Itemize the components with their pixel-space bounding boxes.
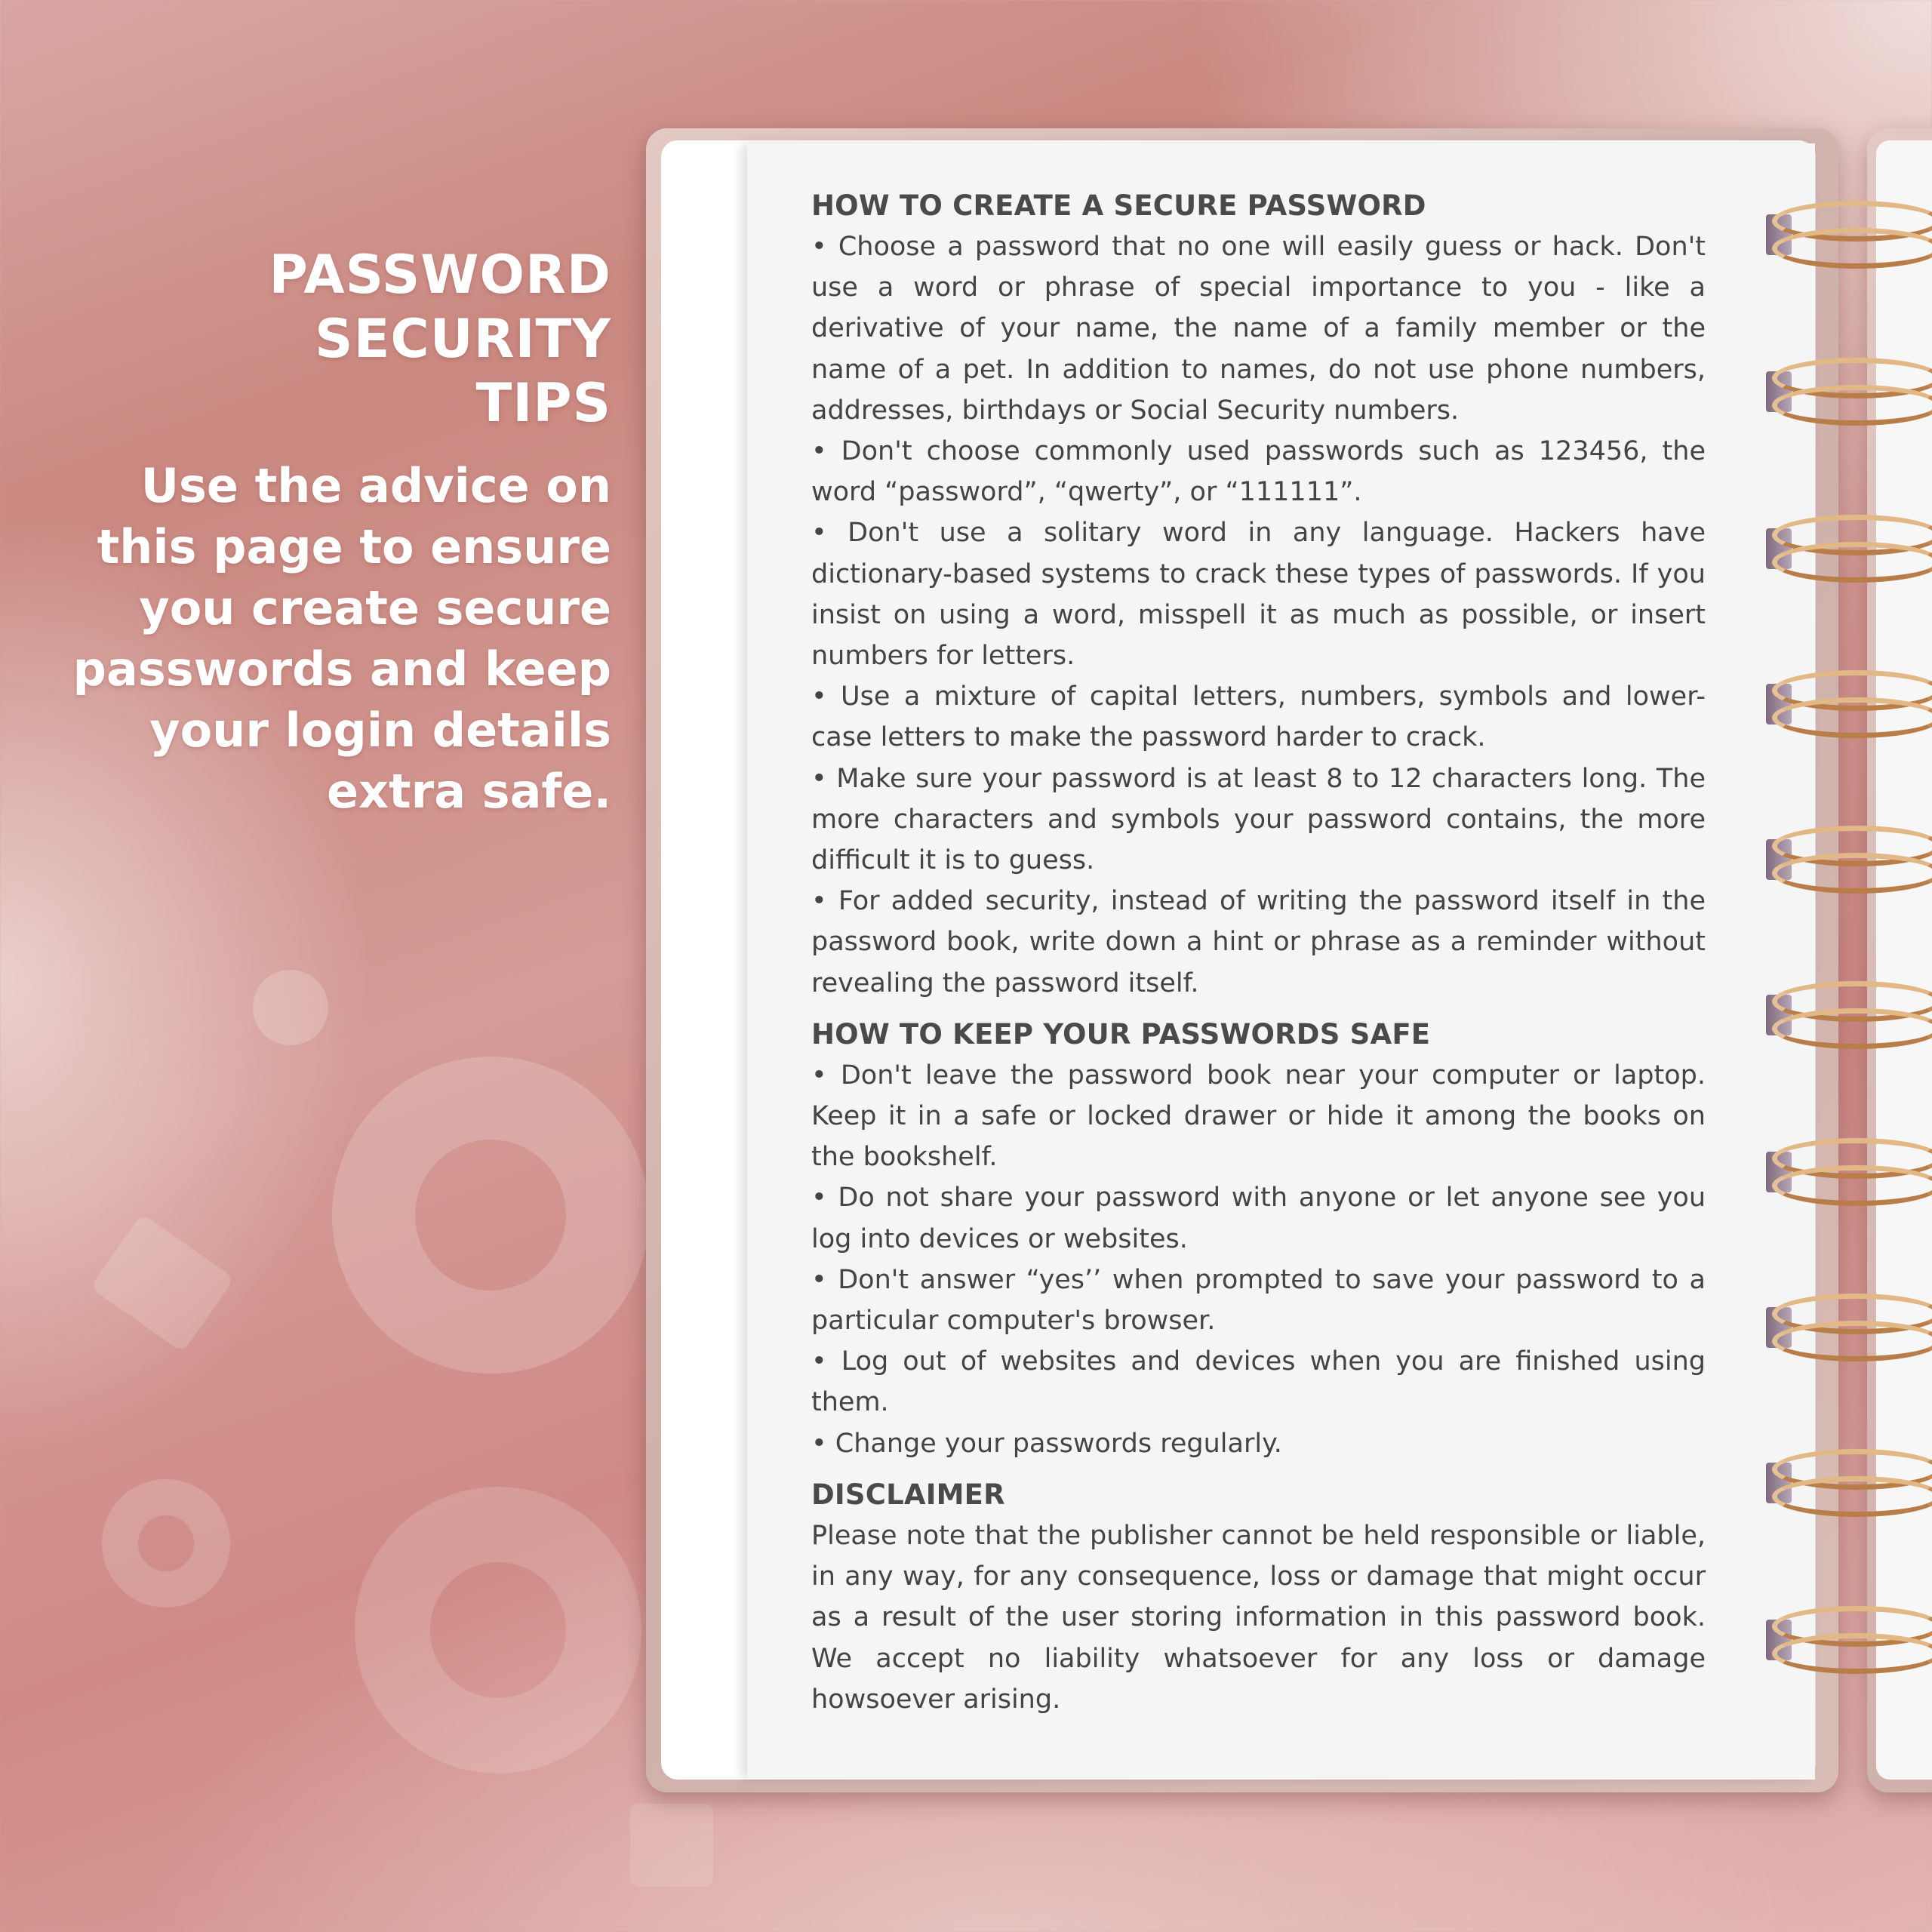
section-heading: HOW TO CREATE A SECURE PASSWORD: [811, 189, 1426, 222]
lock-icon: [90, 1214, 235, 1352]
headline-subtitle-line: passwords and keep: [72, 641, 611, 697]
ring-loop: [1772, 1476, 1932, 1517]
headline-subtitle-line: you create secure: [139, 580, 611, 635]
spiral-ring: [1766, 667, 1932, 740]
spiral-ring: [1766, 1603, 1932, 1675]
tip-item: • Don't answer “yes’’ when prompted to save your password to a particular computer's browser.: [811, 1264, 1706, 1337]
ring-loop: [1772, 697, 1932, 738]
ring-loop: [1772, 228, 1932, 269]
spiral-ring: [1766, 978, 1932, 1051]
headline-subtitle-line: your login details: [149, 703, 611, 758]
section-disclaimer: [811, 1475, 1706, 1720]
user-icon: [253, 970, 328, 1045]
spiral-ring: [1766, 1446, 1932, 1518]
ring-loop: [1772, 1008, 1932, 1049]
tip-item: • Do not share your password with anyone or let anyone see you log into devices or websites.: [811, 1183, 1706, 1254]
tip-item: • Don't leave the password book near your computer or laptop. Keep it in a safe or locked drawer or hide it among the books on the bookshelf.: [811, 1060, 1706, 1173]
section-create-password: [811, 186, 1706, 1004]
headline-title-line: SECURITY: [315, 308, 611, 370]
section-heading: HOW TO KEEP YOUR PASSWORDS SAFE: [811, 1017, 1431, 1051]
gear-icon: [102, 1479, 230, 1607]
tip-item: • Use a mixture of capital letters, numbers, symbols and lower-case letters to make the password harder to crack.: [811, 681, 1706, 753]
headline-subtitle-line: extra safe.: [327, 764, 611, 819]
headline-title: [30, 243, 611, 435]
ring-loop: [1772, 1321, 1932, 1361]
tip-item: • Don't use a solitary word in any language. Hackers have dictionary-based systems to crack these types of passwords. If you insist on using a word, misspell it as much as possible, or insert numbers for letters.: [811, 518, 1706, 672]
headline-title-line: PASSWORD: [269, 244, 611, 306]
ring-loop: [1772, 542, 1932, 583]
lock-icon: [630, 1804, 713, 1887]
tip-item: • Don't choose commonly used passwords such as 123456, the word “password”, “qwerty”, or “111111”.: [811, 436, 1706, 508]
tip-item: • Choose a password that no one will easily guess or hack. Don't use a word or phrase of special importance to you - like a derivative of your name, the name of a family member or the name of a pet. In addition to names, do not use phone numbers, addresses, birthdays or Social Security numbers.: [811, 232, 1706, 426]
page-content: [811, 186, 1706, 1730]
spiral-ring: [1766, 1291, 1932, 1363]
tip-item: • Make sure your password is at least 8 to 12 characters long. The more characters and symbols your password contains, the more difficult it is to guess.: [811, 763, 1706, 876]
headline-subtitle: [30, 455, 611, 822]
spiral-ring: [1766, 512, 1932, 584]
gear-icon: [332, 1057, 649, 1374]
disclaimer-text: Please note that the publisher cannot be held responsible or liable, in any way, for any consequence, loss or damage that might occur as a result of the user storing information in this password book. We accept no liability whatsoever for any loss or damage howsoever arising.: [811, 1520, 1706, 1715]
tip-item: • Change your passwords regularly.: [811, 1428, 1282, 1459]
ring-loop: [1772, 853, 1932, 894]
headline-subtitle-line: Use the advice on: [140, 458, 611, 513]
headline-subtitle-line: this page to ensure: [97, 519, 611, 574]
gear-icon: [355, 1487, 641, 1774]
ring-loop: [1772, 1633, 1932, 1674]
spiral-ring: [1766, 823, 1932, 895]
spiral-ring: [1766, 1135, 1932, 1208]
tip-item: • For added security, instead of writing the password itself in the password book, write down a hint or phrase as a reminder without revealing the password itself.: [811, 886, 1706, 998]
spiral-ring: [1766, 198, 1932, 270]
tip-item: • Log out of websites and devices when you are finished using them.: [811, 1346, 1706, 1418]
section-keep-safe: [811, 1014, 1706, 1464]
headline-block: [30, 243, 611, 822]
spiral-ring: [1766, 355, 1932, 427]
ring-loop: [1772, 1165, 1932, 1206]
headline-title-line: TIPS: [475, 372, 611, 434]
ring-loop: [1772, 385, 1932, 426]
section-heading: DISCLAIMER: [811, 1478, 1005, 1511]
